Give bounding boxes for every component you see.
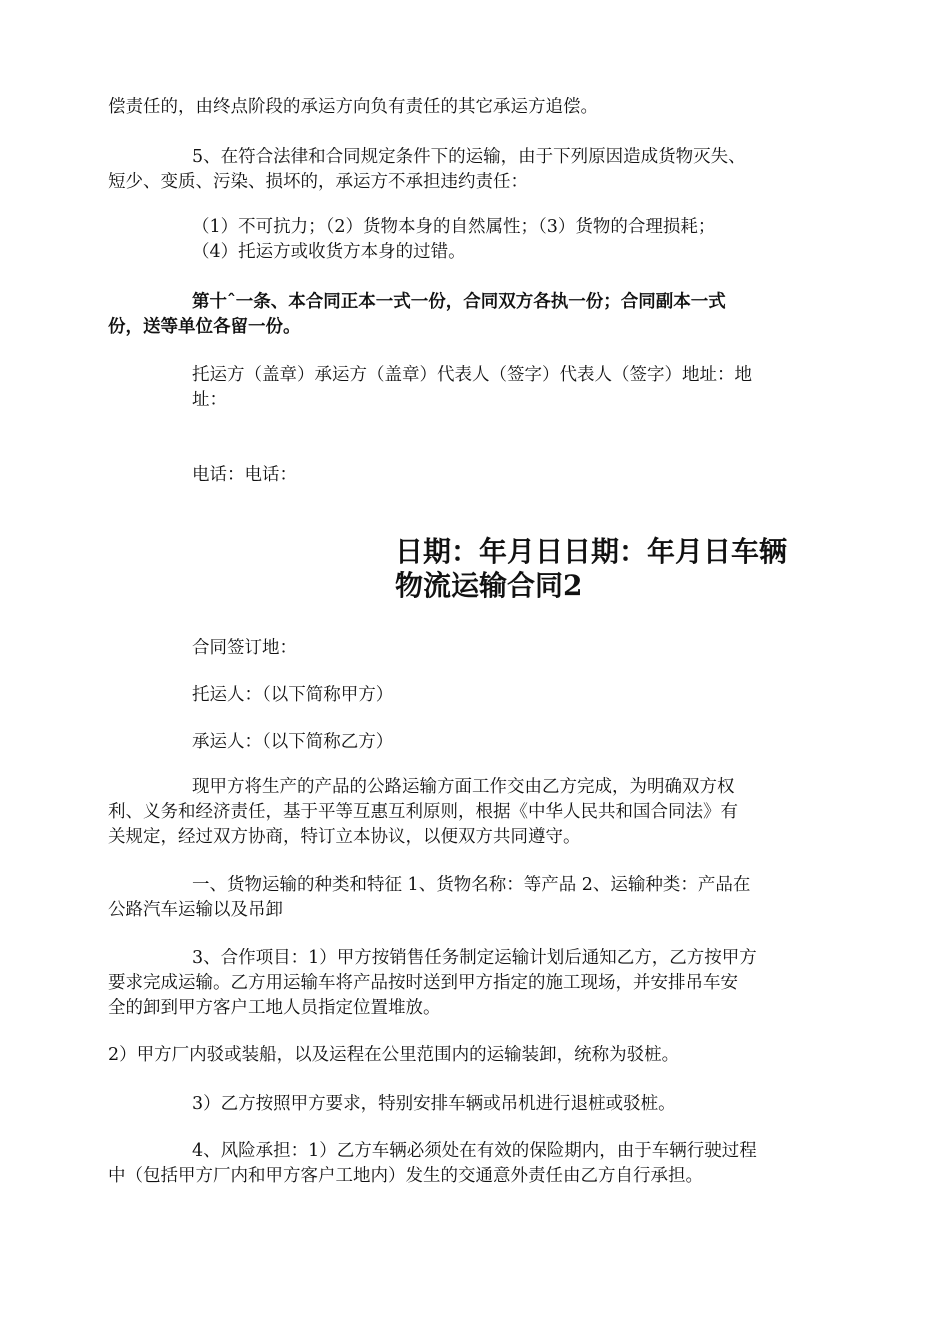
- text-line: 3、合作项目：1）甲方按销售任务制定运输计划后通知乙方，乙方按甲方: [192, 948, 757, 968]
- text-line: 址：: [192, 390, 227, 410]
- text-line: 利、义务和经济责任，基于平等互惠互利原则，根据《中华人民共和国合同法》有: [108, 802, 738, 822]
- text-line: 5、在符合法律和合同规定条件下的运输，由于下列原因造成货物灭失、: [192, 147, 746, 167]
- section-title: [395, 535, 845, 603]
- paragraph-special-arrangement: [192, 1092, 843, 1117]
- text-line: 份，送等单位各留一份。: [108, 317, 301, 337]
- paragraph-phone: [192, 463, 843, 488]
- text-line: 合同签订地：: [192, 638, 297, 658]
- text-line: 托运人：（以下简称甲方）: [192, 685, 394, 705]
- text-line: 承运人：（以下简称乙方）: [192, 732, 394, 752]
- text-line: 一、货物运输的种类和特征 1、货物名称：等产品 2、运输种类：产品在: [192, 875, 751, 895]
- paragraph-liability-recovery: [108, 95, 843, 120]
- text-line: （4）托运方或收货方本身的过错。: [192, 242, 466, 262]
- text-line: 中（包括甲方厂内和甲方客户工地内）发生的交通意外责任由乙方自行承担。: [108, 1166, 703, 1186]
- text-line: 4、风险承担：1）乙方车辆必须处在有效的保险期内，由于车辆行驶过程: [192, 1141, 757, 1161]
- text-line: 短少、变质、污染、损坏的，承运方不承担违约责任：: [108, 172, 528, 192]
- title-line: 日期：年月日日期：年月日车辆: [395, 535, 788, 568]
- paragraph-factory-transfer: [108, 1043, 843, 1068]
- text-line: 托运方（盖章）承运方（盖章）代表人（签字）代表人（签字）地址：地: [192, 365, 752, 385]
- text-line: 关规定，经过双方协商，特订立本协议，以便双方共同遵守。: [108, 827, 581, 847]
- paragraph-cargo-types: [108, 873, 843, 923]
- text-line: 公路汽车运输以及吊卸: [108, 900, 283, 920]
- paragraph-cooperation-items: [108, 946, 843, 1021]
- text-line: 2）甲方厂内驳或装船，以及运程在公里范围内的运输装卸，统称为驳桩。: [108, 1045, 680, 1065]
- text-line: 全的卸到甲方客户工地人员指定位置堆放。: [108, 998, 441, 1018]
- text-line: 电话：电话：: [192, 465, 297, 485]
- text-line: 3）乙方按照甲方要求，特别安排车辆或吊机进行退桩或驳桩。: [192, 1094, 676, 1114]
- paragraph-party-b: [192, 730, 843, 755]
- text-line: 要求完成运输。乙方用运输车将产品按时送到甲方指定的施工现场，并安排吊车安: [108, 973, 738, 993]
- paragraph-preamble: [108, 775, 843, 850]
- paragraph-exemption-clause: [108, 145, 843, 195]
- text-line: （1）不可抗力；（2）货物本身的自然属性；（3）货物的合理损耗；: [192, 217, 716, 237]
- paragraph-signature-block: [192, 363, 843, 413]
- text-line: 偿责任的，由终点阶段的承运方向负有责任的其它承运方追偿。: [108, 97, 598, 117]
- paragraph-exemption-reasons: [192, 215, 843, 265]
- paragraph-risk-bearing: [108, 1139, 843, 1189]
- paragraph-signing-place: [192, 636, 843, 661]
- paragraph-article-eleven: [108, 290, 843, 340]
- text-line: 第十ˆ一条、本合同正本一式一份，合同双方各执一份；合同副本一式: [192, 292, 726, 312]
- title-line: 物流运输合同2: [395, 569, 583, 602]
- paragraph-party-a: [192, 683, 843, 708]
- text-line: 现甲方将生产的产品的公路运输方面工作交由乙方完成，为明确双方权: [192, 777, 735, 797]
